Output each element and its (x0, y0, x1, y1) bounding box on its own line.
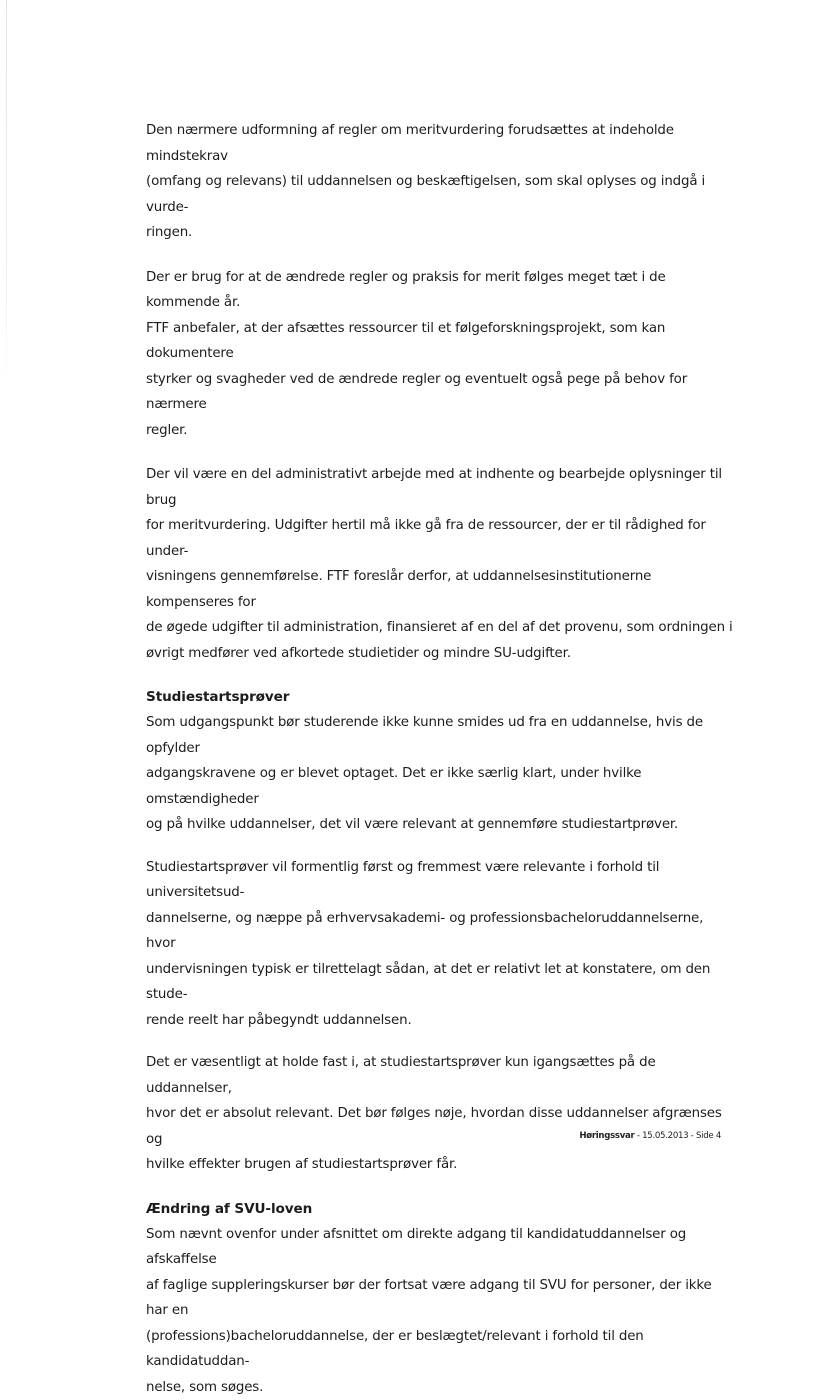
paragraph-svu-adgang: Som nævnt ovenfor under afsnittet om direkte adgang til kandidatuddannelser og afskaffelse af faglige suppleringskurser bør der fortsat være adgang til SVU for personer, der ikke har en (professions)bacheloruddannelse, der er beslægtet/relevant i forhold til den kandidatuddan- nelse, som søges. (146, 1222, 736, 1400)
page-footer (579, 1131, 721, 1141)
section-heading-svu-loven: Ændring af SVU-loven (146, 1197, 736, 1222)
footer-separator: - (688, 1131, 696, 1141)
paragraph-meritvurdering-mindstekrav: Den nærmere udformning af regler om meritvurdering forudsættes at indeholde mindstekrav (omfang og relevans) til uddannelsen og beskæftigelsen, som skal oplyses og indgå i vurde- ringen. (146, 118, 736, 246)
paragraph-studiestart-fasthold: Det er væsentligt at holde fast i, at studiestartsprøver kun igangsættes på de uddannelser, hvor det er absolut relevant. Det bør følges nøje, hvordan disse uddannelser afgrænses og hvilke effekter brugen af studiestartsprøver får. (146, 1050, 736, 1178)
footer-document-type: Høringssvar (579, 1131, 634, 1141)
paragraph-studiestart-relevans: Studiestartsprøver vil formentlig først og fremmest være relevante i forhold til universitetsud- dannelserne, og næppe på erhvervsakademi- og professionsbacheloruddannelserne, hvor undervisningen typisk er tilrettelagt sådan, at det er relativt let at konstatere, om den stude- rende reelt har påbegyndt uddannelsen. (146, 855, 736, 1034)
paragraph-administrativt-arbejde: Der vil være en del administrativt arbejde med at indhente og bearbejde oplysninger til brug for meritvurdering. Udgifter hertil må ikke gå fra de ressourcer, der er til rådighed for under- visningens gennemførelse. FTF foreslår derfor, at uddannelsesinstitutionerne kompenseres for de øgede udgifter til administration, finansieret af en del af det provenu, som ordningen i øvrigt medfører ved afkortede studietider og mindre SU-udgifter. (146, 462, 736, 666)
section-heading-studiestartsproever: Studiestartsprøver (146, 685, 736, 710)
footer-date: 15.05.2013 (642, 1131, 688, 1141)
paragraph-merit-foelgeforskning: Der er brug for at de ændrede regler og praksis for merit følges meget tæt i de kommende år. FTF anbefaler, at der afsættes ressourcer til et følgeforskningsprojekt, som kan dokumentere styrker og svagheder ved de ændrede regler og eventuelt også pege på behov for nærmere regler. (146, 265, 736, 444)
scan-edge-line (6, 0, 7, 390)
document-body (146, 118, 736, 1400)
footer-separator: - (634, 1131, 642, 1141)
footer-page-number: Side 4 (696, 1131, 721, 1141)
paragraph-studiestart-udgangspunkt: Som udgangspunkt bør studerende ikke kunne smides ud fra en uddannelse, hvis de opfylder adgangskravene og er blevet optaget. Det er ikke særlig klart, under hvilke omstændigheder og på hvilke uddannelser, det vil være relevant at gennemføre studiestartprøver. (146, 710, 736, 838)
